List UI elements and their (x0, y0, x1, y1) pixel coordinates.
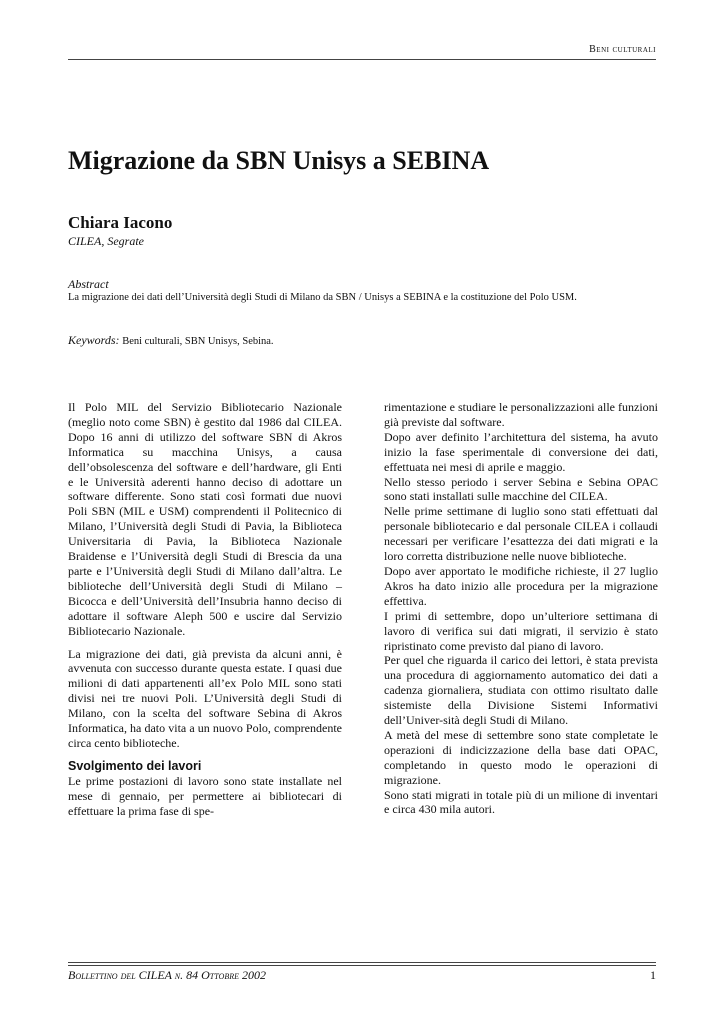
body-paragraph: Dopo aver definito l’architettura del sistema, ha avuto inizio la fase sperimentale di conversione dei dati, effettuata nei mesi di aprile e maggio. (384, 429, 658, 474)
body-paragraph: Nelle prime settimane di luglio sono stati effettuati dal personale bibliotecario e dal personale CILEA i collaudi necessari per verificare l’esattezza dei dati migrati e la loro corretta distribuzione nelle nuove biblioteche. (384, 504, 658, 564)
body-paragraph: La migrazione dei dati, già prevista da alcuni anni, è avvenuta con successo durante questa estate. I quasi due milioni di dati appartenenti all’ex Polo MIL sono stati divisi nei tre nuovi Poli. L’Università degli Studi di Milano, con la scelta del software Sebina di Akros Informatica, ha dato vita a un nuovo Polo, comprendente circa cento biblioteche. (68, 646, 342, 750)
keywords-block (68, 333, 656, 348)
body-paragraph: Il Polo MIL del Servizio Bibliotecario Nazionale (meglio noto come SBN) è gestito dal 1986 dal CILEA. Dopo 16 anni di utilizzo del software SBN di Akros Informatica su macchina Unisys, a causa dell’obsolescenza del software e dell’hardware, gli Enti e le Università aderenti hanno deciso di adottare un software differente. Sono stati così formati due nuovi Poli SBN (MIL e USM) comprendenti il Politecnico di Milano, l’Università degli Studi di Pavia, la Biblioteca Universitaria di Pavia, la Biblioteca Nazionale Braidense e l’Università degli Studi di Brescia da una parte e l’Università degli Studi di Milano dall’altra. Le biblioteche dell’Università degli Studi di Milano – Bicocca e dell’Università dell’Insubria hanno deciso di adottare il software Aleph 500 e uscire dal Servizio Bibliotecario Nazionale. (68, 400, 342, 638)
body-paragraph: Le prime postazioni di lavoro sono state installate nel mese di gennaio, per permettere ai bibliotecari di effettuare la prima fase di spe- (68, 773, 342, 818)
footer-rule (68, 962, 656, 963)
body-paragraph: rimentazione e studiare le personalizzazioni alle funzioni già previste dal software. (384, 400, 658, 429)
body-column-right (384, 400, 658, 817)
keywords-heading: Keywords: (68, 333, 120, 347)
running-head: Beni culturali (589, 44, 656, 55)
keywords-text: Beni culturali, SBN Unisys, Sebina. (122, 336, 274, 347)
body-paragraph: Per quel che riguarda il carico dei lettori, è stata prevista una procedura di aggiornamento automatico dei dati a cadenza giornaliera, studiata con ottimo risultato dalle sistemiste della Divisione Sistemi Informativi dell’Univer-sità degli Studi di Milano. (384, 653, 658, 728)
abstract-heading: Abstract (68, 277, 109, 291)
body-paragraph: Nello stesso periodo i server Sebina e Sebina OPAC sono stati installati sulle macchine del CILEA. (384, 474, 658, 504)
abstract-text: La migrazione dei dati dell’Università degli Studi di Milano da SBN / Unisys a SEBINA e la costituzione del Polo USM. (68, 292, 577, 303)
body-paragraph: Dopo aver apportato le modifiche richieste, il 27 luglio Akros ha dato inizio alle procedura per la migrazione effettiva. (384, 563, 658, 608)
article-title: Migrazione da SBN Unisys a SEBINA (68, 146, 490, 175)
page-number: 1 (650, 968, 656, 982)
abstract-block (68, 278, 656, 304)
footer-publication: Bollettino del CILEA n. 84 Ottobre 2002 (68, 968, 266, 982)
section-heading: Svolgimento dei lavori (68, 758, 202, 773)
body-paragraph: I primi di settembre, dopo un’ulteriore settimana di lavoro di verifica sui dati migrati, il servizio è stato ripristinato come previsto dal piano di lavoro. (384, 608, 658, 653)
header-rule (68, 59, 656, 60)
author-name: Chiara Iacono (68, 213, 173, 232)
footer-rule (68, 965, 656, 966)
author-affiliation: CILEA, Segrate (68, 234, 144, 248)
body-paragraph: A metà del mese di settembre sono state completate le operazioni di indicizzazione della base dati OPAC, completando in questo modo le operazioni di migrazione. (384, 727, 658, 787)
body-paragraph: Sono stati migrati in totale più di un milione di inventari e circa 430 mila autori. (384, 787, 658, 817)
body-column-left (68, 400, 342, 818)
